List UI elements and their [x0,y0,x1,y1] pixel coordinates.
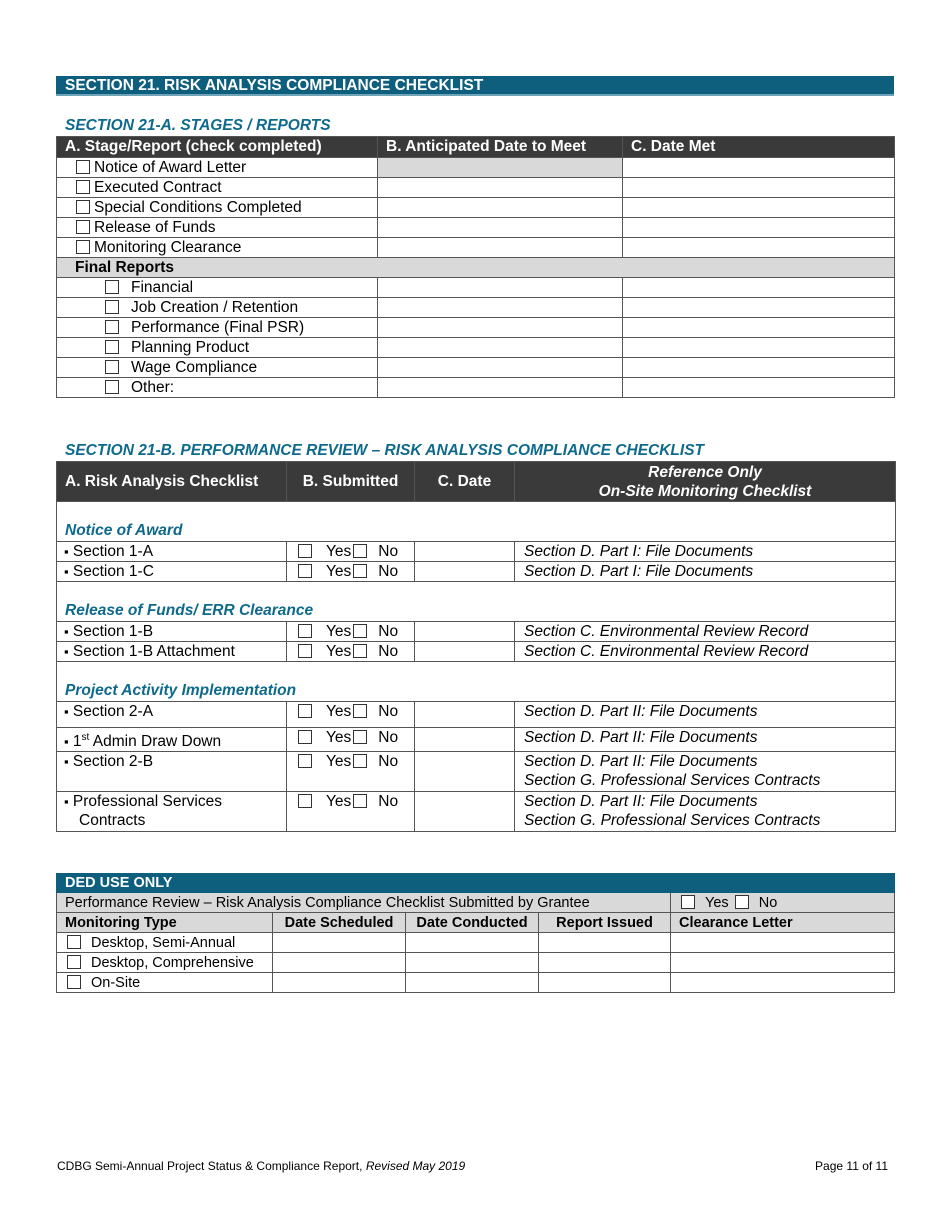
checklist-row [57,562,896,582]
checklist-item-label: Section 1-C [72,563,154,580]
stage-row [57,238,895,258]
date-cell[interactable] [415,542,515,562]
anticipated-date-cell[interactable] [378,198,623,218]
col-report-issued: Report Issued [539,913,671,933]
footer-left [57,1159,465,1173]
section-21b-title: SECTION 21-B. PERFORMANCE REVIEW – RISK ANALYSIS COMPLIANCE CHECKLIST [65,442,704,459]
final-report-checkbox[interactable] [105,360,119,374]
submitted-yes-checkbox[interactable] [298,730,312,744]
monitoring-type-cell [57,953,273,973]
checklist-item-cell [57,562,287,582]
date-scheduled-cell[interactable] [273,973,406,993]
final-report-row [57,298,895,318]
checklist-item-cell [57,728,287,752]
stage-label: Notice of Award Letter [94,158,247,176]
submitted-cell [287,562,415,582]
no-label: No [378,729,399,746]
stage-cell [57,158,378,178]
yes-label: Yes [326,643,352,660]
no-label: No [378,623,399,640]
final-report-row [57,278,895,298]
footer-revised: Revised May 2019 [365,1159,466,1173]
reference-line1: Section C. Environmental Review Record [524,623,809,640]
group-title: Notice of Award [57,502,896,542]
reference-cell [515,752,896,792]
final-report-row [57,378,895,398]
no-label: No [378,793,399,811]
final-report-cell [57,338,378,358]
checklist-item-cell [57,622,287,642]
date-conducted-cell[interactable] [406,973,539,993]
submitted-cell [287,642,415,662]
risk-analysis-table [56,461,896,832]
yes-label: Yes [326,563,352,580]
submitted-cell [287,728,415,752]
checklist-item-cell [57,702,287,728]
date-scheduled-cell[interactable] [273,953,406,973]
submitted-yes-checkbox[interactable] [298,564,312,578]
col-date: C. Date [415,462,515,502]
final-report-row [57,358,895,378]
final-report-label: Wage Compliance [131,358,258,376]
stage-row [57,218,895,238]
date-met-cell[interactable] [623,158,895,178]
anticipated-date-cell[interactable] [378,178,623,198]
ded-yes-checkbox[interactable] [681,895,695,909]
monitoring-row [57,953,895,973]
final-reports-label: Final Reports [57,258,895,278]
checklist-item-cell [57,642,287,662]
reference-line2: Section G. Professional Services Contracts [524,772,821,790]
yes-label: Yes [326,729,352,746]
final-report-label: Planning Product [131,338,250,356]
final-report-checkbox[interactable] [105,320,119,334]
date-cell[interactable] [415,562,515,582]
reference-cell [515,642,896,662]
bullet-icon: ▪ [64,624,69,639]
monitoring-type-checkbox[interactable] [67,955,81,969]
footer-title: CDBG Semi-Annual Project Status & Compliance Report, [57,1159,363,1173]
reference-line1: Section D. Part I: File Documents [524,563,754,580]
final-report-row [57,318,895,338]
yes-label: Yes [326,793,352,811]
submitted-yes-checkbox[interactable] [298,644,312,658]
checklist-row [57,702,896,728]
anticipated-date-cell[interactable] [378,218,623,238]
stage-checkbox[interactable] [76,220,90,234]
checklist-row [57,792,896,832]
anticipated-date-cell[interactable] [378,338,623,358]
stage-cell [57,238,378,258]
monitoring-type-label: Desktop, Comprehensive [91,954,254,971]
report-issued-cell[interactable] [539,953,671,973]
checklist-item-label: 1 [72,733,82,751]
clearance-letter-cell[interactable] [671,933,895,953]
date-met-cell[interactable] [623,278,895,298]
final-report-row [57,338,895,358]
group-header-row [57,582,896,622]
stage-checkbox[interactable] [76,240,90,254]
checklist-item-label: Section 2-B [72,753,154,771]
monitoring-type-checkbox[interactable] [67,975,81,989]
anticipated-date-cell[interactable] [378,318,623,338]
checklist-item-label: Section 1-B [72,623,154,640]
checklist-item-cell [57,542,287,562]
submitted-no-checkbox[interactable] [353,704,367,718]
stage-cell [57,178,378,198]
checklist-row [57,752,896,792]
date-met-cell[interactable] [623,198,895,218]
final-report-label: Performance (Final PSR) [131,318,305,336]
no-label: No [378,753,399,771]
submitted-yes-checkbox[interactable] [298,624,312,638]
reference-cell [515,702,896,728]
checklist-row [57,622,896,642]
final-report-label: Other: [131,378,175,396]
ded-yes-label: Yes [705,894,729,911]
no-label: No [378,643,399,660]
date-met-cell[interactable] [623,318,895,338]
final-report-checkbox[interactable] [105,280,119,294]
checklist-item-label: Section 2-A [72,703,154,720]
reference-line1: Section D. Part II: File Documents [524,753,758,771]
col-risk-checklist: A. Risk Analysis Checklist [57,462,287,502]
date-conducted-cell[interactable] [406,953,539,973]
ded-no-checkbox[interactable] [735,895,749,909]
anticipated-date-cell[interactable] [378,158,623,178]
bullet-icon: ▪ [64,794,69,810]
col-stage-report: A. Stage/Report (check completed) [57,137,378,158]
checklist-row [57,728,896,752]
ded-title: DED USE ONLY [57,874,895,893]
checklist-item-label-rest: Admin Draw Down [89,733,222,751]
ref-header-line2: On-Site Monitoring Checklist [598,482,812,500]
section-21a-title: SECTION 21-A. STAGES / REPORTS [65,117,331,134]
date-met-cell[interactable] [623,238,895,258]
monitoring-type-cell [57,973,273,993]
anticipated-date-cell[interactable] [378,278,623,298]
anticipated-date-cell[interactable] [378,358,623,378]
checklist-item-label: Professional Services [72,793,222,811]
col-date-scheduled: Date Scheduled [273,913,406,933]
stage-label: Special Conditions Completed [94,198,302,216]
report-issued-cell[interactable] [539,973,671,993]
reference-line1: Section D. Part II: File Documents [524,793,758,811]
submitted-yes-checkbox[interactable] [298,794,312,808]
submitted-no-checkbox[interactable] [353,544,367,558]
yes-label: Yes [326,543,352,560]
group-header-row [57,502,896,542]
date-cell[interactable] [415,702,515,728]
stage-checkbox[interactable] [76,200,90,214]
date-conducted-cell[interactable] [406,933,539,953]
anticipated-date-cell[interactable] [378,378,623,398]
final-report-label: Job Creation / Retention [131,298,299,316]
footer-page-number: Page 11 of 11 [815,1159,888,1173]
date-cell[interactable] [415,642,515,662]
date-met-cell[interactable] [623,358,895,378]
col-anticipated-date: B. Anticipated Date to Meet [378,137,623,158]
monitoring-type-checkbox[interactable] [67,935,81,949]
checklist-row [57,542,896,562]
reference-cell [515,542,896,562]
submitted-yes-checkbox[interactable] [298,544,312,558]
monitoring-type-cell [57,933,273,953]
group-title: Release of Funds/ ERR Clearance [57,582,896,622]
col-date-met: C. Date Met [623,137,895,158]
col-reference [515,462,896,502]
stages-reports-table [56,136,895,398]
col-date-conducted: Date Conducted [406,913,539,933]
reference-line1: Section C. Environmental Review Record [524,643,809,660]
stage-row [57,198,895,218]
col-submitted: B. Submitted [287,462,415,502]
yes-label: Yes [326,753,352,771]
ref-header-line1: Reference Only [648,463,762,481]
submitted-no-checkbox[interactable] [353,730,367,744]
group-header-row [57,662,896,702]
final-report-checkbox[interactable] [105,340,119,354]
anticipated-date-cell[interactable] [378,238,623,258]
submitted-no-checkbox[interactable] [353,644,367,658]
ded-perf-yesno [671,893,895,913]
final-report-cell [57,298,378,318]
final-report-checkbox[interactable] [105,380,119,394]
ordinal-suffix: st [81,732,90,743]
stage-label: Monitoring Clearance [94,238,242,256]
bullet-icon: ▪ [64,544,69,559]
submitted-no-checkbox[interactable] [353,794,367,808]
date-met-cell[interactable] [623,178,895,198]
no-label: No [378,563,399,580]
final-report-checkbox[interactable] [105,300,119,314]
col-monitoring-type: Monitoring Type [57,913,273,933]
no-label: No [378,703,399,720]
stage-cell [57,218,378,238]
date-met-cell[interactable] [623,378,895,398]
date-cell[interactable] [415,752,515,792]
submitted-cell [287,702,415,728]
reference-cell [515,728,896,752]
yes-label: Yes [326,703,352,720]
checklist-item-cell [57,792,287,832]
group-title: Project Activity Implementation [57,662,896,702]
date-cell[interactable] [415,622,515,642]
bullet-icon: ▪ [64,644,69,659]
date-met-cell[interactable] [623,218,895,238]
clearance-letter-cell[interactable] [671,973,895,993]
date-met-cell[interactable] [623,338,895,358]
final-report-cell [57,318,378,338]
submitted-no-checkbox[interactable] [353,564,367,578]
col-clearance-letter: Clearance Letter [671,913,895,933]
date-scheduled-cell[interactable] [273,933,406,953]
stage-row [57,178,895,198]
stage-cell [57,198,378,218]
stage-checkbox[interactable] [76,160,90,174]
stage-label: Release of Funds [94,218,216,236]
ded-use-only-table [56,873,895,993]
reference-cell [515,792,896,832]
bullet-icon: ▪ [64,754,69,770]
checklist-item-cell [57,752,287,792]
monitoring-row [57,973,895,993]
bullet-icon: ▪ [64,564,69,579]
no-label: No [378,543,399,560]
monitoring-row [57,933,895,953]
final-report-cell [57,378,378,398]
final-report-cell [57,358,378,378]
reference-cell [515,562,896,582]
submitted-cell [287,622,415,642]
checklist-row [57,642,896,662]
reference-line1: Section D. Part I: File Documents [524,543,754,560]
submitted-cell [287,542,415,562]
reference-line2: Section G. Professional Services Contracts [524,812,821,830]
submitted-cell [287,752,415,792]
stage-label: Executed Contract [94,178,222,196]
checklist-item-label: Section 1-B Attachment [72,643,235,660]
stage-row [57,158,895,178]
final-report-cell [57,278,378,298]
clearance-letter-cell[interactable] [671,953,895,973]
yes-label: Yes [326,623,352,640]
checklist-item-label: Section 1-A [72,543,154,560]
section-21-banner: SECTION 21. RISK ANALYSIS COMPLIANCE CHECKLIST [56,76,894,96]
checklist-item-label-line2: Contracts [79,812,146,830]
bullet-icon: ▪ [64,704,69,719]
date-cell[interactable] [415,792,515,832]
stage-checkbox[interactable] [76,180,90,194]
submitted-no-checkbox[interactable] [353,624,367,638]
monitoring-type-label: Desktop, Semi-Annual [91,934,236,951]
anticipated-date-cell[interactable] [378,298,623,318]
bullet-icon: ▪ [64,734,69,750]
ded-no-label: No [758,894,778,911]
reference-line1: Section D. Part II: File Documents [524,703,758,720]
reference-line1: Section D. Part II: File Documents [524,729,758,746]
submitted-yes-checkbox[interactable] [298,754,312,768]
submitted-cell [287,792,415,832]
date-cell[interactable] [415,728,515,752]
submitted-yes-checkbox[interactable] [298,704,312,718]
monitoring-type-label: On-Site [91,974,141,991]
final-report-label: Financial [131,278,194,296]
report-issued-cell[interactable] [539,933,671,953]
submitted-no-checkbox[interactable] [353,754,367,768]
reference-cell [515,622,896,642]
ded-perf-text: Performance Review – Risk Analysis Compliance Checklist Submitted by Grantee [57,893,671,913]
date-met-cell[interactable] [623,298,895,318]
